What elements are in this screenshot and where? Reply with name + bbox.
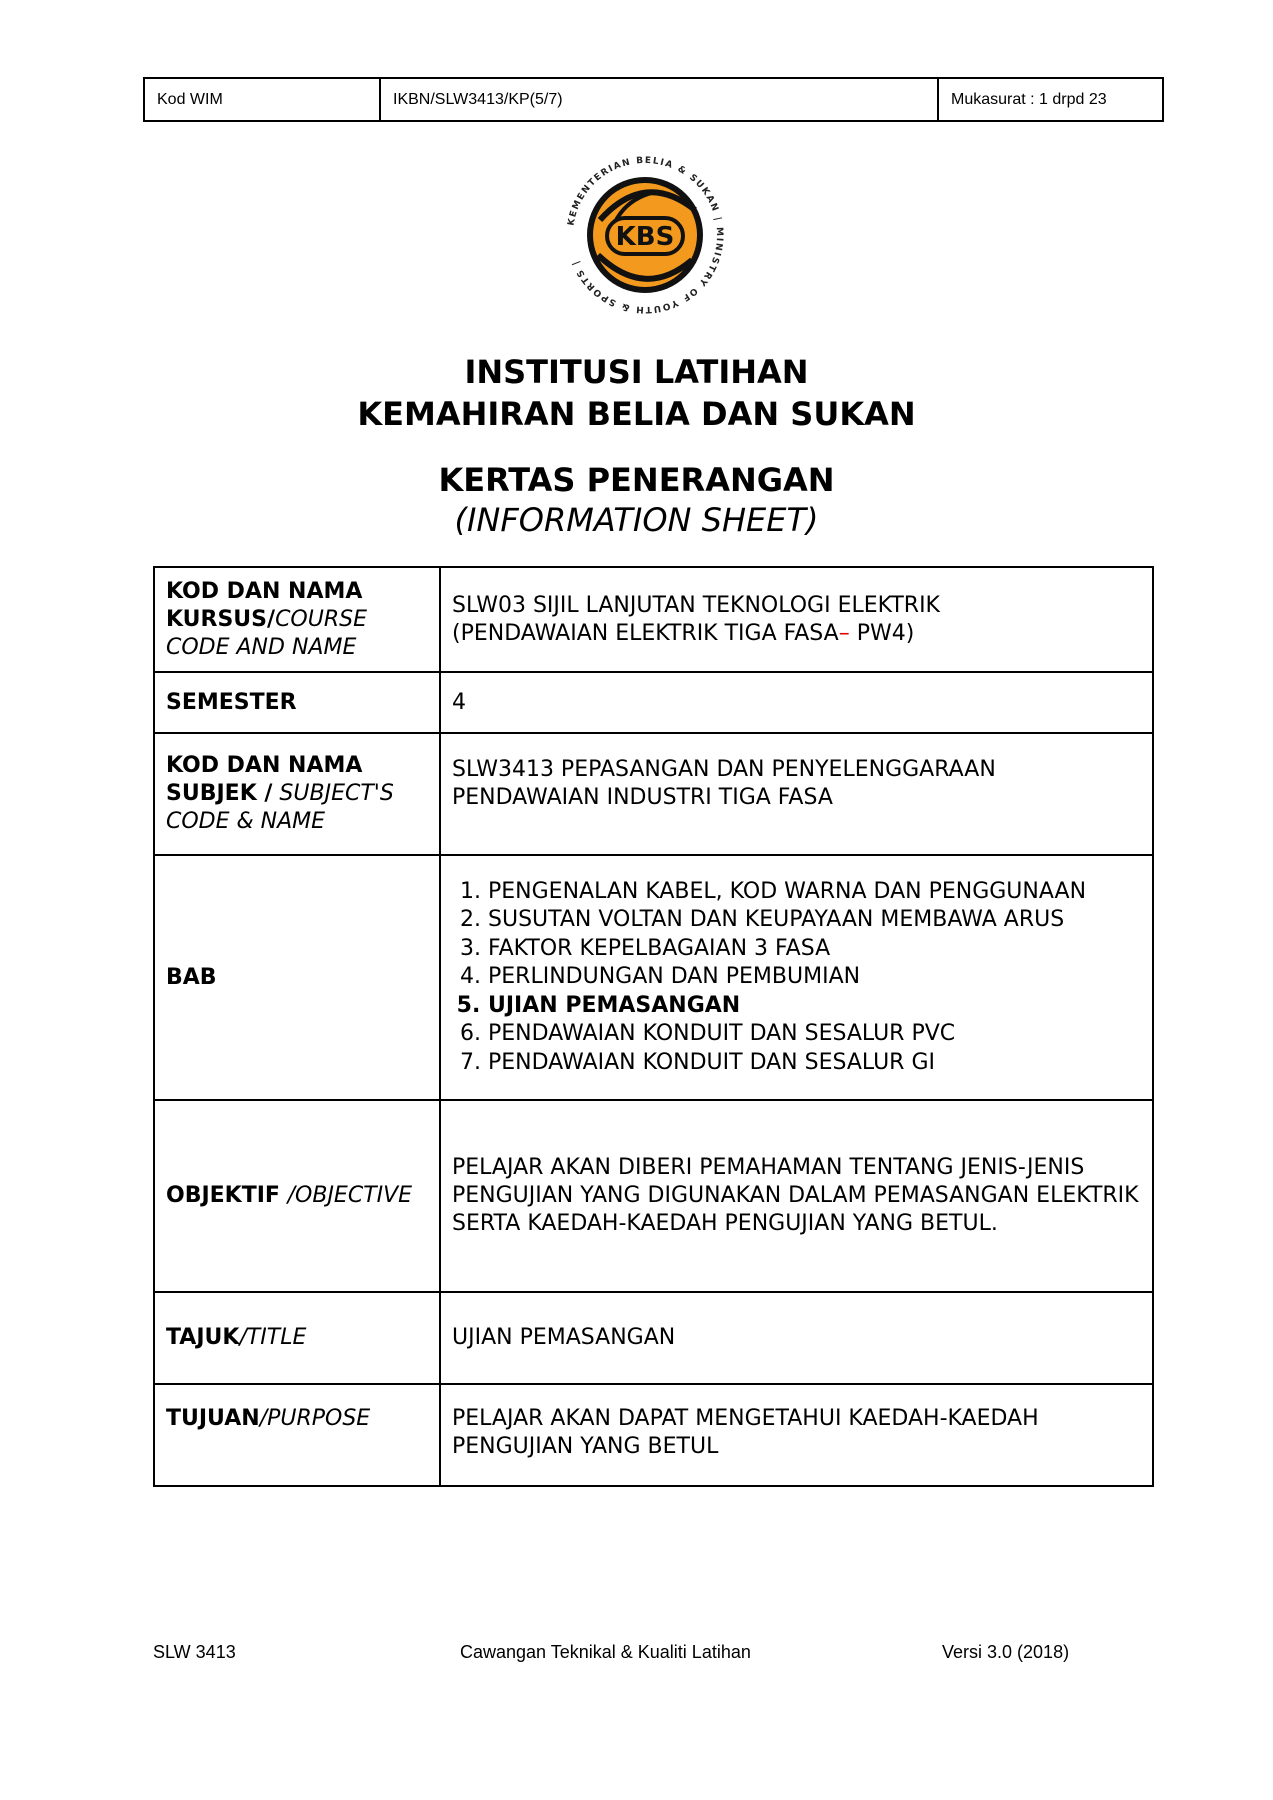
info-table (153, 566, 1154, 1487)
logo-kbs-text: KBS (615, 222, 675, 252)
footer-left: SLW 3413 (153, 1642, 236, 1662)
title-value: UJIAN PEMASANGAN (440, 1292, 1153, 1384)
purpose-value: PELAJAR AKAN DAPAT MENGETAHUI KAEDAH-KAEDAH PENGUJIAN YANG BETUL (440, 1384, 1153, 1486)
objective-value: PELAJAR AKAN DIBERI PEMAHAMAN TENTANG JENIS-JENIS PENGUJIAN YANG DIGUNAKAN DALAM PEMASANGAN ELEKTRIK SERTA KAEDAH-KAEDAH PENGUJIAN YANG BETUL. (440, 1100, 1153, 1292)
table-row-subject (154, 733, 1153, 855)
table-row-title (154, 1292, 1153, 1384)
institution-title-line1: INSTITUSI LATIHAN (464, 353, 809, 391)
list-item: 2. SUSUTAN VOLTAN DAN KEUPAYAAN MEMBAWA ARUS (488, 906, 1141, 935)
table-row-purpose (154, 1384, 1153, 1486)
course-label: KOD DAN NAMA KURSUS/COURSE CODE AND NAME (154, 567, 440, 672)
subject-label: KOD DAN NAMA SUBJEK / SUBJECT'S CODE & NAME (154, 733, 440, 855)
bab-value (440, 855, 1153, 1100)
table-row-bab (154, 855, 1153, 1100)
list-item: 3. FAKTOR KEPELBAGAIAN 3 FASA (488, 935, 1141, 964)
table-row-objective (154, 1100, 1153, 1292)
document-header (143, 77, 1164, 122)
list-item-highlighted: 5. UJIAN PEMASANGAN (488, 992, 1141, 1021)
header-kod-label: Kod WIM (145, 79, 381, 120)
list-item: 1. PENGENALAN KABEL, KOD WARNA DAN PENGGUNAAN (488, 878, 1141, 907)
course-value: SLW03 SIJIL LANJUTAN TEKNOLOGI ELEKTRIK (PENDAWAIAN ELEKTRIK TIGA FASA– PW4) (440, 567, 1153, 672)
table-row-semester (154, 672, 1153, 733)
header-kod-value: IKBN/SLW3413/KP(5/7) (381, 79, 939, 120)
semester-value: 4 (440, 672, 1153, 733)
objective-label: OBJEKTIF /OBJECTIVE (154, 1100, 440, 1292)
document-title: KERTAS PENERANGAN (438, 461, 835, 499)
semester-label: SEMESTER (154, 672, 440, 733)
footer-center: Cawangan Teknikal & Kualiti Latihan (460, 1642, 751, 1662)
list-item: 7. PENDAWAIAN KONDUIT DAN SESALUR GI (488, 1049, 1141, 1078)
title-label: TAJUK/TITLE (154, 1292, 440, 1384)
institution-title-line2: KEMAHIRAN BELIA DAN SUKAN (357, 395, 916, 433)
subject-value: SLW3413 PEPASANGAN DAN PENYELENGGARAAN PENDAWAIAN INDUSTRI TIGA FASA (440, 733, 1153, 855)
list-item: 4. PERLINDUNGAN DAN PEMBUMIAN (488, 963, 1141, 992)
footer-right: Versi 3.0 (2018) (942, 1642, 1070, 1662)
list-item: 6. PENDAWAIAN KONDUIT DAN SESALUR PVC (488, 1020, 1141, 1049)
header-page-info: Mukasurat : 1 drpd 23 (951, 90, 1107, 108)
logo-ring-text: KEMENTERIAN BELIA & SUKAN | MINISTRY OF YOUTH & SPORTS | (566, 155, 725, 315)
bab-label: BAB (154, 855, 440, 1100)
purpose-label: TUJUAN/PURPOSE (154, 1384, 440, 1486)
kbs-logo (560, 150, 730, 320)
table-row-course (154, 567, 1153, 672)
document-subtitle: (INFORMATION SHEET) (454, 501, 819, 539)
bab-list (452, 878, 1141, 1078)
